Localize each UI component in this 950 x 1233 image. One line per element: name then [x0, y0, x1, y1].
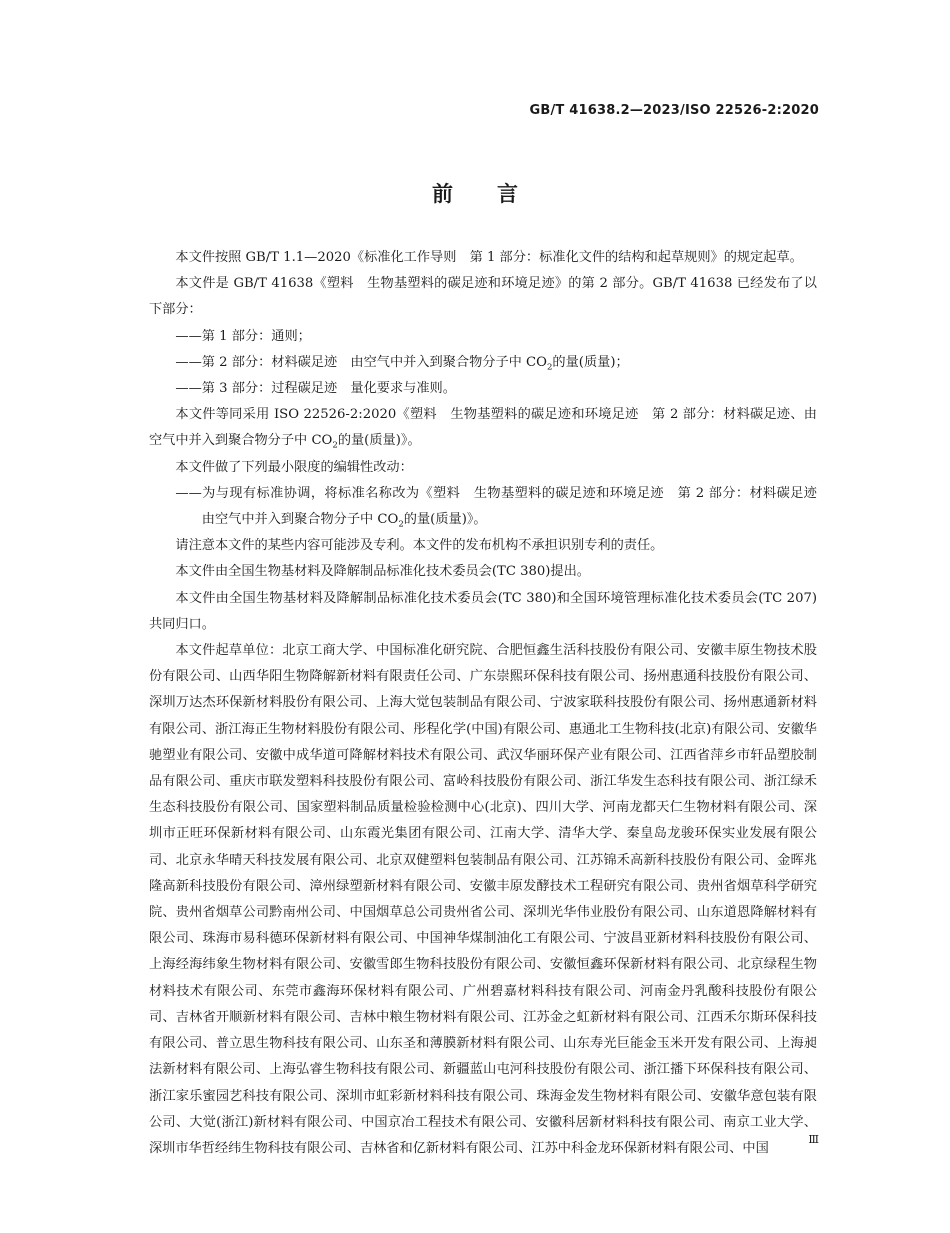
list-item-title-change: [149, 481, 831, 533]
subscript-2: 2: [332, 441, 338, 452]
list-item-part-2: [149, 350, 817, 376]
paragraph-series-intro: 本文件是 GB/T 41638《塑料 生物基塑料的碳足迹和环境足迹》的第 2 部分。GB/T 41638 已经发布了以下部分：: [149, 276, 817, 318]
paragraph-proposed-by: 本文件由全国生物基材料及降解制品标准化技术委员会(TC 380)提出。: [175, 564, 590, 580]
paragraph-editorial-changes: 本文件做了下列最小限度的编辑性改动：: [175, 459, 413, 475]
paragraph-patent-notice: 请注意本文件的某些内容可能涉及专利。本文件的发布机构不承担识别专利的责任。: [175, 538, 664, 554]
standard-number: GB/T 41638.2—2023/ISO 22526-2:2020: [529, 103, 819, 118]
list-item-part-2-tail: 的量(质量)；: [552, 354, 629, 370]
paragraph-adoption-text: 本文件等同采用 ISO 22526-2:2020《塑料 生物基塑料的碳足迹和环境足迹 第 2 部分：材料碳足迹、由空气中并入到聚合物分子中 CO: [149, 407, 817, 449]
list-item-part-1: ——第 1 部分：通则；: [175, 328, 311, 344]
paragraph-under-jurisdiction: 本文件由全国生物基材料及降解制品标准化技术委员会(TC 380)和全国环境管理标准化技术委员会(TC 207)共同归口。: [149, 590, 817, 632]
list-item-part-3: ——第 3 部分：过程碳足迹 量化要求与准则。: [175, 381, 456, 397]
paragraph-adoption-tail: 的量(质量)》。: [337, 433, 421, 449]
paragraph-drafting-organizations: 本文件起草单位：北京工商大学、中国标准化研究院、合肥恒鑫生活科技股份有限公司、安徽丰原生物技术股份有限公司、山西华阳生物降解新材料有限责任公司、广东崇熙环保科技有限公司、扬州惠通科技股份有限公司、深圳万达杰环保新材料股份有限公司、上海大觉包装制品有限公司、宁波家联科技股份有限公司、扬州惠通新材料有限公司、浙江海正生物材料股份有限公司、彤程化学(中国)有限公司、惠通北工生物科技(北京)有限公司、安徽华驰塑业有限公司、安徽中成华道可降解材料技术有限公司、武汉华丽环保产业有限公司、江西省萍乡市轩品塑胶制品有限公司、重庆市联发塑料科技股份有限公司、富岭科技股份有限公司、浙江华发生态科技有限公司、浙江绿禾生态科技股份有限公司、国家塑料制品质量检验检测中心(北京)、四川大学、河南龙都天仁生物材料有限公司、深圳市正旺环保新材料有限公司、山东霞光集团有限公司、江南大学、清华大学、秦皇岛龙骏环保实业发展有限公司、北京永华晴天科技发展有限公司、北京双健塑料包装制品有限公司、江苏锦禾高新科技股份有限公司、金晖兆隆高新科技股份有限公司、漳州绿塑新材料有限公司、安徽丰原发酵技术工程研究有限公司、贵州省烟草科学研究院、贵州省烟草公司黔南州公司、中国烟草总公司贵州省公司、深圳光华伟业股份有限公司、山东道恩降解材料有限公司、珠海市易科德环保新材料有限公司、中国神华煤制油化工有限公司、宁波昌亚新材料科技股份有限公司、上海经海纬象生物材料有限公司、安徽雪郎生物科技股份有限公司、安徽恒鑫环保新材料有限公司、北京绿程生物材料技术有限公司、东莞市鑫海环保材料有限公司、广州碧嘉材料科技有限公司、河南金丹乳酸科技股份有限公司、吉林省开顺新材料有限公司、吉林中粮生物材料有限公司、江苏金之虹新材料有限公司、江西禾尔斯环保科技有限公司、普立思生物科技有限公司、山东圣和薄膜新材料有限公司、山东寿光巨能金玉米开发有限公司、上海昶法新材料有限公司、上海弘睿生物科技有限公司、新疆蓝山屯河科技股份有限公司、浙江播下环保科技有限公司、浙江家乐蜜园艺科技有限公司、深圳市虹彩新材料科技有限公司、珠海金发生物材料有限公司、安徽华意包装有限公司、大觉(浙江)新材料有限公司、中国京冶工程技术有限公司、安徽科居新材料科技有限公司、南京工业大学、深圳市华哲经纬生物科技有限公司、吉林省和亿新材料有限公司、江苏中科金龙环保新材料有限公司、中国: [149, 643, 817, 1156]
paragraph-drafting-rules: 本文件按照 GB/T 1.1—2020《标准化工作导则 第 1 部分：标准化文件的结构和起草规则》的规定起草。: [175, 250, 803, 265]
paragraph-adoption: [149, 402, 817, 454]
list-item-part-2-text: ——第 2 部分：材料碳足迹 由空气中并入到聚合物分子中 CO: [175, 354, 547, 370]
preface-body: [149, 245, 831, 1162]
list-item-title-change-text: ——为与现有标准协调，将标准名称改为《塑料 生物基塑料的碳足迹和环境足迹 第 2 部分：材料碳足迹 由空气中并入到聚合物分子中 CO: [175, 485, 831, 528]
subscript-2: 2: [546, 362, 553, 373]
list-item-title-change-tail: 的量(质量)》。: [403, 512, 487, 528]
page-number: Ⅲ: [808, 1133, 819, 1146]
subscript-2: 2: [398, 519, 404, 530]
page-title: 前言: [432, 182, 562, 206]
